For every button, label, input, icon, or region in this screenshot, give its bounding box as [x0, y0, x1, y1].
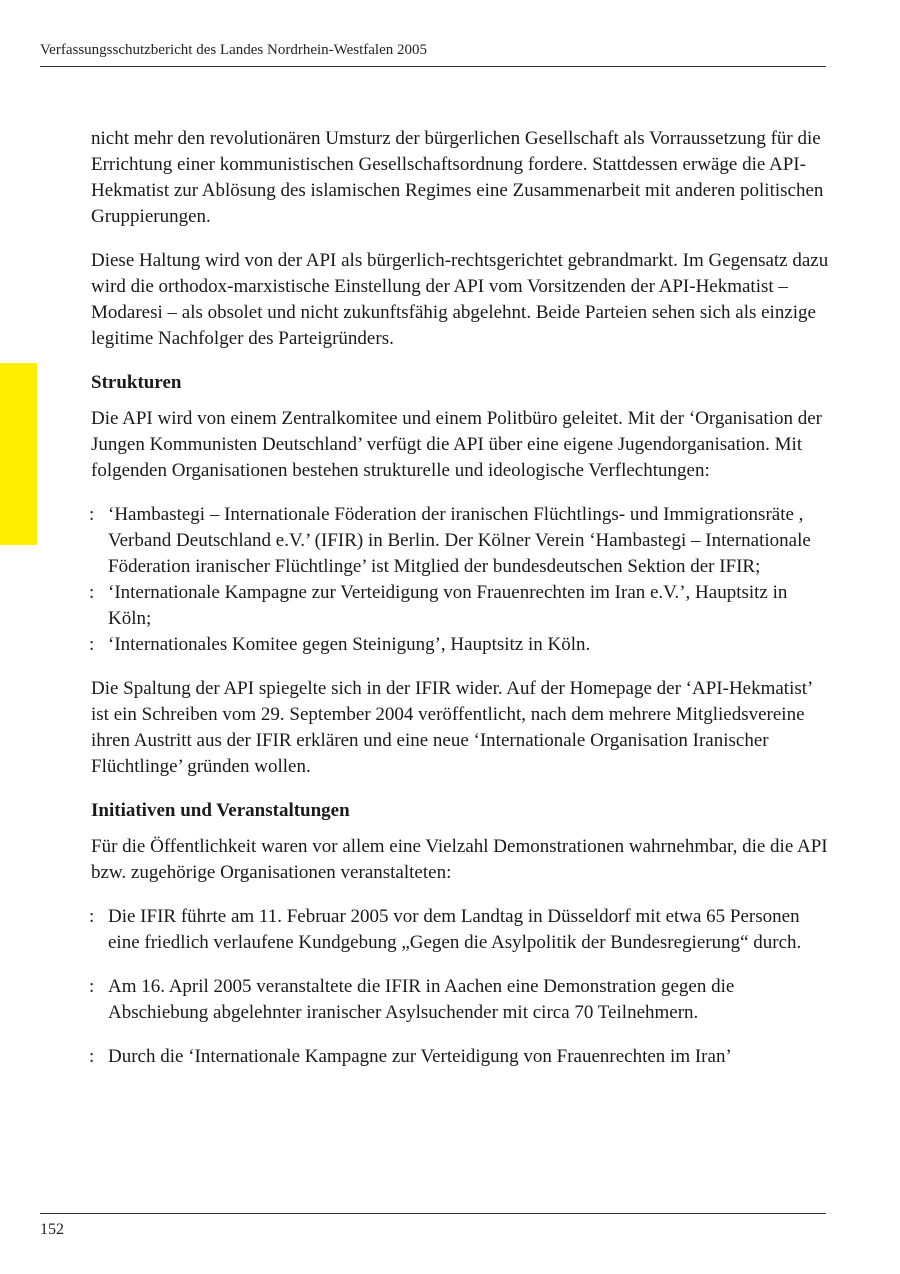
page-content: [91, 126, 831, 1088]
bullet-mark: :: [89, 906, 95, 927]
bullet-mark: :: [89, 634, 95, 655]
list-item: [91, 632, 831, 658]
list-item-text: Die IFIR führte am 11. Februar 2005 vor dem Landtag in Düsseldorf mit etwa 65 Personen eine friedlich verlaufene Kundgebung „Gegen die Asylpolitik der Bundesregierung“ durch.: [108, 906, 802, 953]
list-item-text: Durch die ‘Internationale Kampagne zur Verteidigung von Frauenrechten im Iran’: [108, 1046, 732, 1067]
paragraph-continuation: nicht mehr den revolutionären Umsturz der bürgerlichen Gesellschaft als Vorraussetzung für die Errichtung einer kommunistischen Gesellschaftsordnung fordere. Stattdessen erwäge die API-Hekmatist zur Ablösung des islamischen Regimes eine Zusammenarbeit mit anderen politischen Gruppierungen.: [91, 128, 824, 227]
list-item: [91, 502, 831, 580]
bullet-mark: :: [89, 976, 95, 997]
paragraph-strukturen: Die API wird von einem Zentralkomitee und einem Politbüro geleitet. Mit der ‘Organisation der Jungen Kommunisten Deutschland’ verfügt die API über eine eigene Jugendorganisation. Mit folgenden Organisationen bestehen strukturelle und ideologische Verflechtungen:: [91, 408, 822, 481]
heading-strukturen: Strukturen: [91, 372, 182, 393]
list-item-text: ‘Internationale Kampagne zur Verteidigung von Frauenrechten im Iran e.V.’, Hauptsitz in Köln;: [108, 582, 788, 629]
footer-divider: [40, 1213, 826, 1214]
list-item: [91, 580, 831, 632]
organizations-list: [91, 502, 831, 658]
paragraph-spaltung: Die Spaltung der API spiegelte sich in der IFIR wider. Auf der Homepage der ‘API-Hekmatist’ ist ein Schreiben vom 29. September 2004 veröffentlicht, nach dem mehrere Mitgliedsvereine ihren Austritt aus der IFIR erklären und eine neue ‘Internationale Organisation Iranischer Flüchtlinge’ gründen wollen.: [91, 678, 812, 777]
list-item: [91, 974, 831, 1026]
list-item-text: ‘Internationales Komitee gegen Steinigung’, Hauptsitz in Köln.: [108, 634, 591, 655]
bullet-mark: :: [89, 1046, 95, 1067]
header-divider: [40, 66, 826, 67]
list-item-text: Am 16. April 2005 veranstaltete die IFIR in Aachen eine Demonstration gegen die Abschiebung abgelehnter iranischer Asylsuchender mit circa 70 Teilnehmern.: [108, 976, 735, 1023]
page-number: 152: [40, 1221, 64, 1238]
list-item: [91, 1044, 831, 1070]
events-list: [91, 904, 831, 1070]
list-item: [91, 904, 831, 956]
list-item-text: ‘Hambastegi – Internationale Föderation der iranischen Flüchtlings- und Immigrationsräte , Verband Deutschland e.V.’ (IFIR) in Berlin. Der Kölner Verein ‘Hambastegi – Internationale Föderation iranischer Flüchtlinge’ ist Mitglied der bundesdeutschen Sektion der IFIR;: [108, 504, 811, 577]
paragraph-oeffentlichkeit: Für die Öffentlichkeit waren vor allem eine Vielzahl Demonstrationen wahrnehmbar, die die API bzw. zugehörige Organisationen veranstalteten:: [91, 836, 828, 883]
heading-initiativen: Initiativen und Veranstaltungen: [91, 800, 350, 821]
paragraph-haltung: Diese Haltung wird von der API als bürgerlich-rechtsgerichtet gebrandmarkt. Im Gegensatz dazu wird die orthodox-marxistische Einstellung der API vom Vorsitzenden der API-Hekmatist – Modaresi – als obsolet und nicht zukunftsfähig abgelehnt. Beide Parteien sehen sich als einzige legitime Nachfolger des Parteigründers.: [91, 250, 829, 349]
side-marker-bar: [0, 363, 37, 545]
bullet-mark: :: [89, 582, 95, 603]
running-header: Verfassungsschutzbericht des Landes Nordrhein-Westfalen 2005: [40, 42, 428, 58]
bullet-mark: :: [89, 504, 95, 525]
